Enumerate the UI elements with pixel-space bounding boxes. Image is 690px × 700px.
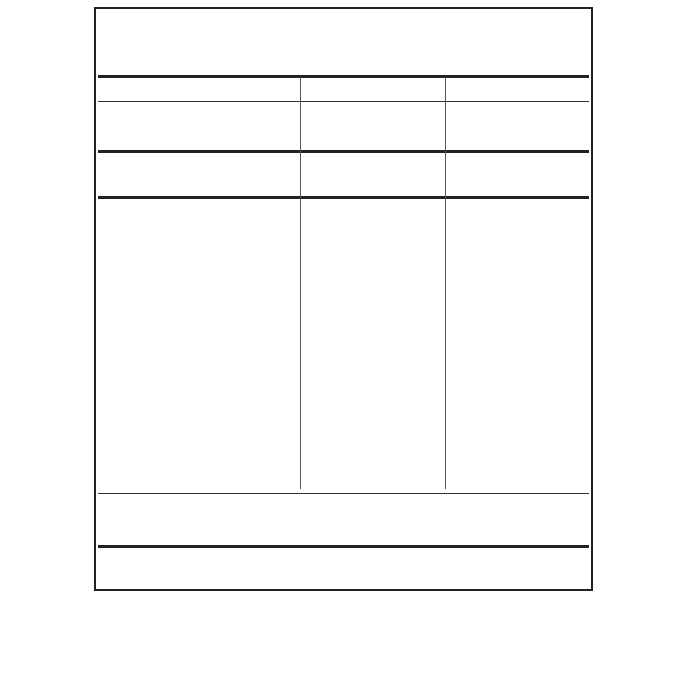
divider: [98, 196, 589, 199]
divider: [98, 493, 589, 494]
column-divider: [445, 77, 446, 489]
column-divider: [300, 77, 301, 489]
divider: [98, 545, 589, 548]
divider: [98, 75, 589, 78]
calories-col3: [537, 154, 584, 169]
supplement-facts-panel: [94, 7, 593, 591]
divider: [98, 101, 589, 102]
divider: [98, 150, 589, 153]
